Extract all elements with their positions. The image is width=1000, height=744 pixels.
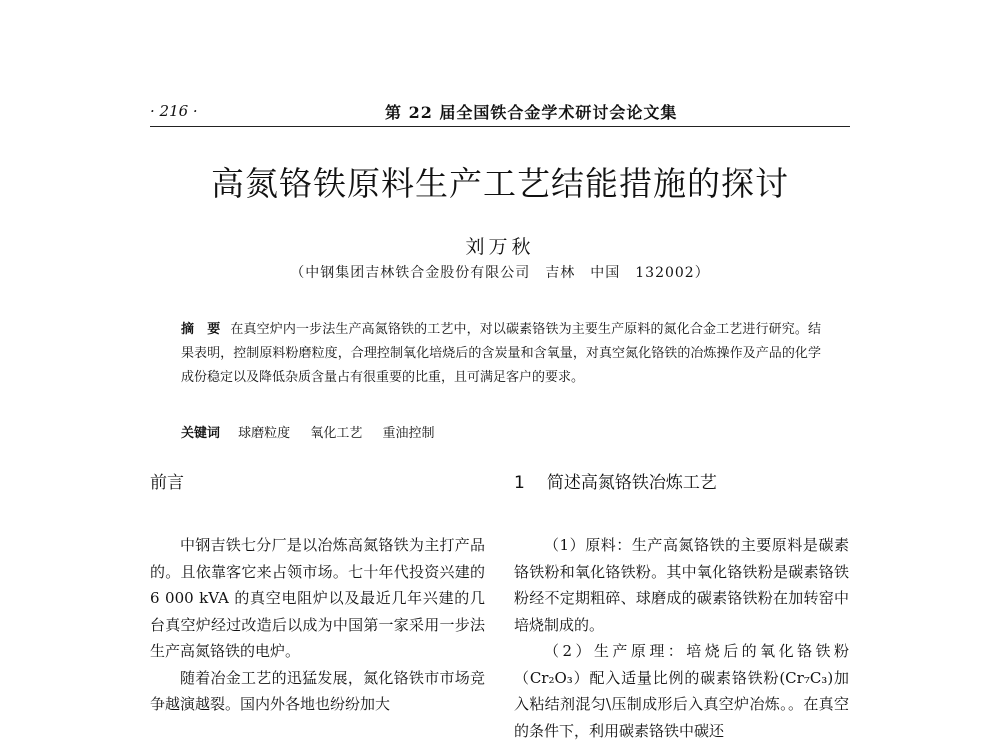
keyword: 重油控制 bbox=[382, 426, 435, 441]
abstract-text: 在真空炉内一步法生产高氮铬铁的工艺中，对以碳素铬铁为主要生产原料的氮化合金工艺进行研究。结果表明，控制原料粉磨粒度，合理控制氧化培烧后的含炭量和含氧量，对真空氮化铬铁的冶炼操作及产品的化学成份稳定以及降低杂质含量占有很重要的比重，且可满足客户的要求。 bbox=[181, 322, 821, 385]
keywords-label: 关键词 bbox=[181, 426, 221, 441]
paper-title: 高氮铬铁原料生产工艺结能措施的探讨 bbox=[211, 164, 789, 203]
section-heading-1 bbox=[514, 470, 849, 510]
right-column bbox=[514, 470, 849, 744]
section-heading-preface: 前言 bbox=[150, 473, 184, 493]
paragraph: 中钢吉铁七分厂是以冶炼高氮铬铁为主打产品的。且依靠客它来占领市场。七十年代投资兴建的 6 000 kVA 的真空电阻炉以及最近几年兴建的几台真空炉经过改造后以成为中国第一家采用一步法生产高氮铬铁的电炉。 bbox=[150, 536, 485, 660]
keyword: 氧化工艺 bbox=[310, 426, 363, 441]
paragraph: 随着冶金工艺的迅猛发展，氮化铬铁市市场竞争越演越裂。国内外各地也纷纷加大 bbox=[150, 668, 485, 713]
paragraph: （1）原料：生产高氮铬铁的主要原料是碳素铬铁粉和氧化铬铁粉。其中氧化铬铁粉是碳素铬铁粉经不定期粗碎、球磨成的碳素铬铁粉在加转窑中培烧制成的。 bbox=[514, 536, 849, 634]
page-number: · 216 · bbox=[150, 102, 198, 120]
keyword: 球磨粒度 bbox=[238, 426, 291, 441]
running-header bbox=[150, 100, 850, 124]
paragraph: （2）生产原理：培烧后的氧化铬铁粉（Cr₂O₃）配入适量比例的碳素铬铁粉(Cr₇C₃)加入粘结剂混匀\压制成形后入真空炉冶炼。。在真空的条件下，利用碳素铬铁中碳还 bbox=[514, 642, 849, 740]
keywords bbox=[181, 422, 821, 446]
abstract bbox=[181, 318, 821, 390]
section-title: 简述高氮铬铁冶炼工艺 bbox=[546, 473, 717, 493]
abstract-label: 摘 要 bbox=[181, 322, 221, 337]
author-name: 刘万秋 bbox=[465, 236, 535, 258]
left-column bbox=[150, 470, 485, 718]
journal-title: 第 22 届全国铁合金学术研讨会论文集 bbox=[385, 103, 678, 122]
section-number: 1 bbox=[514, 473, 525, 493]
header-rule bbox=[150, 126, 850, 127]
affiliation: （中钢集团吉林铁合金股份有限公司 吉林 中国 132002） bbox=[290, 265, 710, 281]
